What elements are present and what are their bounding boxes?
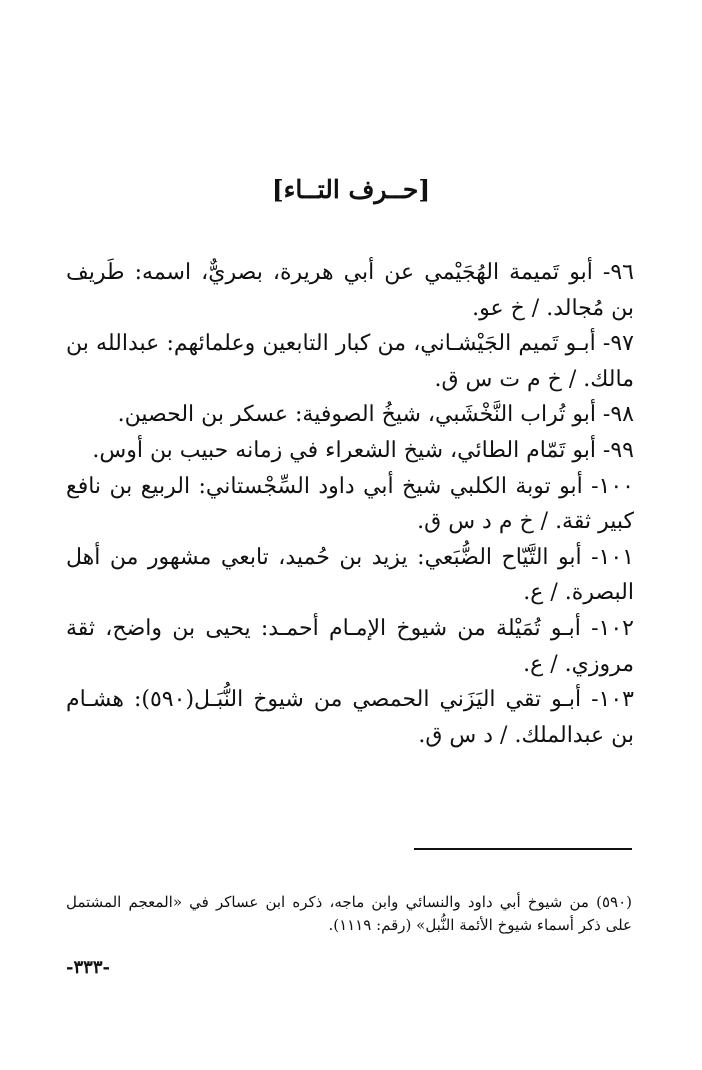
entry-99: ٩٩- أبو تَمّام الطائي، شيخ الشعراء في زمانه حبيب بن أوس. [92,437,634,463]
entry-103: ١٠٣- أبـو تقي اليَزَني الحمصي من شيوخ النُّبَـل(٥٩٠): هشـام بن عبدالملك. / د س ق. [66,687,634,748]
section-heading: [حــرف التــاء] [271,175,431,204]
footnote-590: (٥٩٠) من شيوخ أبي داود والنسائي وابن ماجه، ذكره ابن عساكر في «المعجم المشتمل على ذكر أسماء شيوخ الأئمة النُّبل» (رقم: ١١١٩). [66,893,632,934]
entry-102: ١٠٢- أبـو تُمَيْلة من شيوخ الإمـام أحمـد: يحيى بن واضح، ثقة مروزي. / ع. [66,615,634,677]
entry-97: ٩٧- أبـو تَميم الجَيْشـاني، من كبار التابعين وعلمائهم: عبدالله بن مالك. / خ م ت س ق. [66,331,634,392]
entry-98: ٩٨- أبو تُراب النَّخْشَبي، شيخُ الصوفية: عسكر بن الحصين. [117,402,634,428]
entry-96: ٩٦- أبو تَميمة الهُجَيْمي عن أبي هريرة، بصريٌّ، اسمه: طَريف بن مُجالد. / خ عو. [66,260,634,321]
entries-list [66,255,634,753]
page-number: -٣٣٣- [66,957,110,978]
entry-100: ١٠٠- أبو توبة الكلبي شيخ أبي داود السِّجْستاني: الربيع بن نافع كبير ثقة. / خ م د س ق. [66,473,634,535]
footnote-divider [414,848,632,850]
entry-101: ١٠١- أبو التَّيّاح الضُّبَعي: يزيد بن حُميد، تابعي مشهور من أهل البصرة. / ع. [66,544,634,606]
